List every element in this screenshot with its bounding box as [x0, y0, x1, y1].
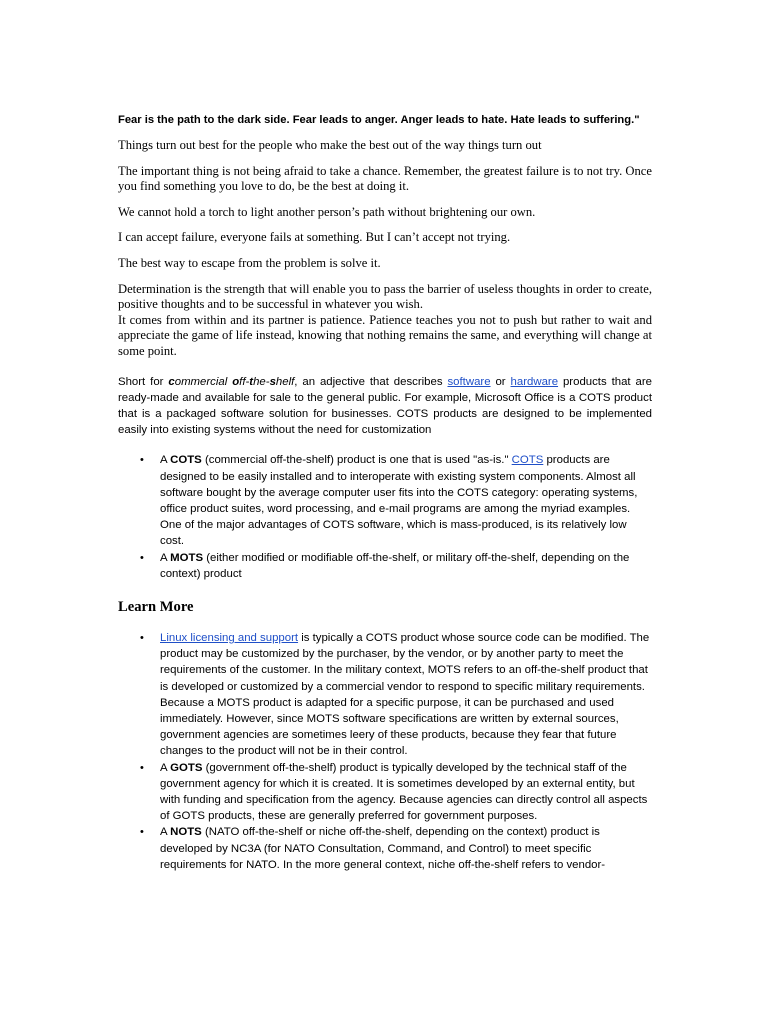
list-item-mots: • A MOTS (either modified or modifiable off-the-shelf, or military off-the-shelf, depending on the context) product	[140, 551, 630, 580]
paragraph-torch: We cannot hold a torch to light another person’s path without brightening our own.	[118, 204, 536, 219]
ots-types-list	[118, 452, 652, 582]
paragraph-determination: Determination is the strength that will enable you to pass the barrier of useless thoughts in order to create, positive thoughts and to be successful in whatever you wish.	[118, 281, 652, 312]
paragraph-take-a-chance: The important thing is not being afraid to take a chance. Remember, the greatest failure is to not try. Once you find something you love to do, be the best at doing it.	[118, 163, 652, 194]
bullet-icon: •	[140, 826, 144, 839]
paragraph-best-out-of-things: Things turn out best for the people who make the best out of the way things turn out	[118, 138, 542, 152]
hardware-link[interactable]: hardware	[510, 375, 559, 388]
cots-link[interactable]: COTS	[511, 454, 544, 467]
software-link[interactable]: software	[447, 375, 491, 388]
bullet-icon: •	[140, 454, 144, 467]
cots-intro-after-term: , an adjective that describes	[294, 375, 448, 388]
document-page	[118, 112, 652, 873]
cots-term: commercial off-the-shelf	[168, 375, 295, 388]
bullet-icon: •	[140, 761, 144, 774]
learn-more-list	[118, 630, 652, 873]
cots-definition-paragraph: Short for commercial off-the-shelf, an adjective that describes software or hardware products that are ready-made and available for sale to the general public. For example, Microsoft Office is a COTS product that is a packaged software solution for businesses. COTS products are designed to be implemented easily into existing systems without the need for customization	[118, 375, 652, 437]
learn-more-heading: Learn More	[118, 598, 194, 615]
list-item-nots: • A NOTS (NATO off-the-shelf or niche off-the-shelf, depending on the context) product is developed by NC3A (for NATO Consultation, Command, and Control) to meet specific requirements for NATO. In the more general context, niche off-the-shelf refers to vendor-	[140, 826, 606, 871]
paragraph-escape-problem: The best way to escape from the problem is solve it.	[118, 255, 381, 270]
quote-line: Fear is the path to the dark side. Fear leads to anger. Anger leads to hate. Hate leads to suffering."	[118, 114, 640, 126]
cots-intro-rest: products that are ready-made and available for sale to the general public. For example, Microsoft Office is a COTS product that is a packaged software solution for businesses. COTS products are designed to be implemented easily into existing systems without the need for customization	[118, 375, 652, 437]
paragraph-accept-failure: I can accept failure, everyone fails at something. But I can’t accept not trying.	[118, 230, 511, 245]
bullet-icon: •	[140, 551, 144, 564]
paragraph-patience: It comes from within and its partner is patience. Patience teaches you not to push but rather to wait and appreciate the game of life instead, knowing that nothing remains the same, and everything will change at some point.	[118, 312, 652, 358]
bullet-icon: •	[140, 631, 144, 644]
list-item-linux-licensing: • Linux licensing and support is typically a COTS product whose source code can be modified. The product may be customized by the purchaser, by the vendor, or by another party to meet the requirements of the customer. In the military context, MOTS refers to an off-the-shelf product that is developed or customized by a commercial vendor to respond to specific military requirements. Because a MOTS product is adapted for a specific purpose, it can be purchased and used immediately. However, since MOTS software specifications are written by external sources, government agencies are sometimes leery of these products, because they fear that future changes to the product will not be in their control.	[140, 631, 650, 758]
list-item-gots: • A GOTS (government off-the-shelf) product is typically developed by the technical staff of the government agency for which it is created. It is sometimes developed by an external entity, but with funding and specification from the agency. Because agencies can directly control all aspects of GOTS products, these are generally preferred for government purposes.	[140, 761, 648, 823]
list-item-cots: • A COTS (commercial off-the-shelf) product is one that is used "as-is." COTS products are designed to be easily installed and to interoperate with existing system components. Almost all software bought by the average computer user fits into the COTS category: operating systems, office product suites, word processing, and e-mail programs are among the myriad examples. One of the major advantages of COTS software, which is mass-produced, is its relatively low cost.	[140, 454, 638, 548]
cots-intro-prefix: Short for	[118, 375, 169, 388]
linux-licensing-link[interactable]: Linux licensing and support	[160, 631, 299, 644]
